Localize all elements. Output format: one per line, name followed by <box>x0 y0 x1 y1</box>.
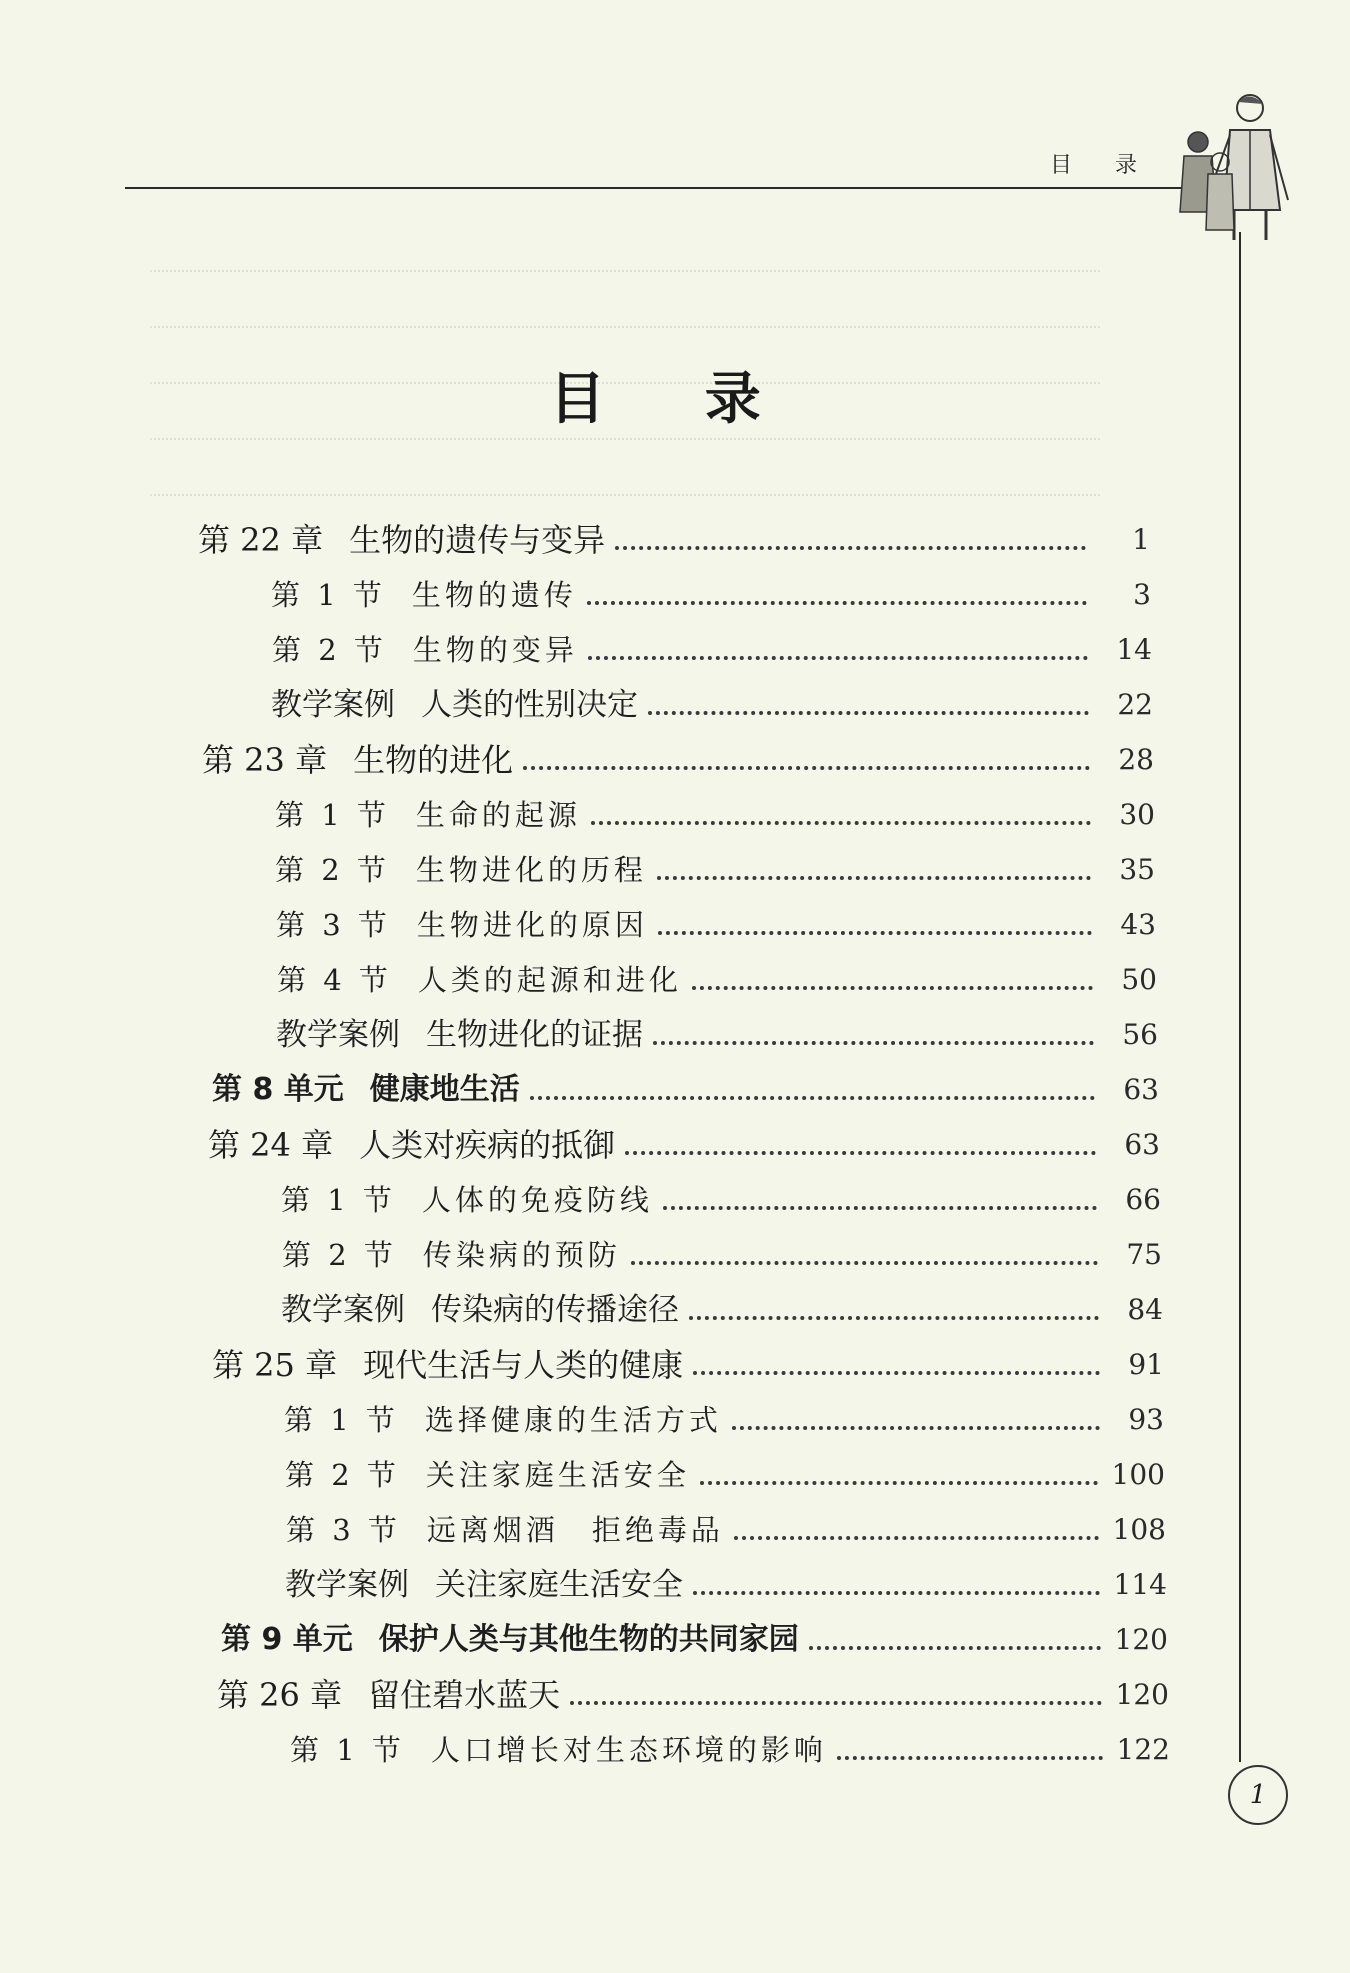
toc-entry <box>198 510 1150 560</box>
side-rule <box>1239 232 1241 1762</box>
toc-entry <box>202 730 1154 780</box>
toc-entry-page: 122 <box>1116 1733 1170 1766</box>
toc-entry-number: 第 2 节 <box>272 633 387 667</box>
toc-entry-title: 现代生活与人类的健康 <box>363 1346 684 1384</box>
dot-leader <box>732 1426 1100 1430</box>
toc-entry-page: 3 <box>1133 578 1151 611</box>
dot-leader <box>631 1261 1098 1265</box>
toc-entry <box>217 1665 1169 1715</box>
toc-entry-page: 100 <box>1111 1458 1165 1491</box>
toc-entry-number: 第 22 章 <box>198 521 324 559</box>
toc-entry <box>281 1170 1161 1220</box>
dot-leader <box>570 1701 1101 1705</box>
page-title: 目 录 <box>549 367 801 432</box>
toc-entry-label <box>271 575 577 615</box>
toc-entry-number: 第 2 节 <box>275 853 390 887</box>
toc-entry-number: 第 1 节 <box>281 1183 396 1217</box>
dot-leader <box>658 931 1092 935</box>
toc-entry-page: 114 <box>1113 1568 1167 1601</box>
dot-leader <box>591 821 1091 825</box>
toc-entry-number: 第 26 章 <box>217 1676 343 1714</box>
running-head: 目 录 <box>1050 153 1155 178</box>
toc-entry-number: 教学案例 <box>271 687 395 723</box>
toc-entry-title: 人类的性别决定 <box>421 687 638 723</box>
toc-entry-number: 第 25 章 <box>212 1346 338 1384</box>
toc-entry-page: 120 <box>1115 1678 1169 1711</box>
toc-entry-page: 22 <box>1117 688 1153 721</box>
toc-entry <box>285 1445 1165 1495</box>
toc-entry <box>286 1500 1166 1550</box>
dot-leader <box>523 766 1090 770</box>
toc-entry-number: 第 4 节 <box>277 963 392 997</box>
toc-entry-page: 63 <box>1124 1128 1160 1161</box>
toc-entry <box>276 895 1156 945</box>
toc-entry-label <box>202 740 513 780</box>
toc-entry-number: 第 23 章 <box>202 741 328 779</box>
toc-entry-number: 第 8 单元 <box>212 1072 344 1107</box>
dot-leader <box>648 711 1089 715</box>
toc-entry-page: 66 <box>1125 1183 1161 1216</box>
toc-entry-title: 生物的进化 <box>353 741 514 779</box>
toc-entry-number: 第 2 节 <box>285 1458 400 1492</box>
toc-entry-label <box>271 685 638 725</box>
toc-entry-number: 第 1 节 <box>271 578 386 612</box>
dot-leader <box>588 656 1088 660</box>
toc-entry-page: 75 <box>1126 1238 1162 1271</box>
toc-entry-label <box>276 905 648 945</box>
toc-entry-title: 健康地生活 <box>369 1072 520 1107</box>
dot-leader <box>692 986 1093 990</box>
toc-entry-label <box>212 1345 683 1385</box>
toc-entry-label <box>198 520 605 560</box>
toc-entry-number: 第 2 节 <box>282 1238 397 1272</box>
toc-entry-title: 生物进化的证据 <box>426 1017 643 1053</box>
toc-entry <box>281 1280 1163 1330</box>
bleed-through-text <box>150 218 1100 478</box>
toc-entry-page: 108 <box>1112 1513 1166 1546</box>
toc-entry <box>271 565 1151 615</box>
header-rule <box>125 187 1240 189</box>
dot-leader <box>530 1096 1095 1100</box>
toc-entry-label <box>285 1565 683 1605</box>
dot-leader <box>663 1206 1097 1210</box>
toc-entry-title: 人口增长对生态环境的影响 <box>430 1733 827 1767</box>
toc-entry-number: 第 1 节 <box>290 1733 405 1767</box>
toc-entry-label <box>281 1290 679 1330</box>
toc-entry-title: 人体的免疫防线 <box>421 1183 653 1217</box>
people-illustration-icon <box>1168 90 1308 240</box>
toc-entry-page: 120 <box>1114 1623 1168 1656</box>
toc-entry-label <box>282 1235 621 1275</box>
toc-entry <box>285 1555 1167 1605</box>
dot-leader <box>693 1591 1100 1595</box>
dot-leader <box>615 546 1086 550</box>
toc-entry-title: 传染病的传播途径 <box>431 1292 679 1328</box>
toc-entry-title: 关注家庭生活安全 <box>425 1458 690 1492</box>
toc-entry-title: 选择健康的生活方式 <box>424 1403 722 1437</box>
toc-entry-number: 第 1 节 <box>275 798 390 832</box>
toc-entry-label <box>281 1180 653 1220</box>
dot-leader <box>809 1646 1101 1650</box>
toc-entry <box>271 675 1153 725</box>
toc-entry-title: 人类对疾病的抵御 <box>359 1126 616 1164</box>
dot-leader <box>587 601 1087 605</box>
toc-entry-page: 1 <box>1132 523 1150 556</box>
toc-entry <box>272 620 1152 670</box>
toc-entry-label <box>272 630 578 670</box>
toc-entry-page: 43 <box>1120 908 1156 941</box>
toc-entry-page: 14 <box>1116 633 1152 666</box>
toc-entry <box>284 1390 1164 1440</box>
toc-entry-number: 教学案例 <box>281 1292 405 1328</box>
toc-entry-number: 第 24 章 <box>208 1126 334 1164</box>
toc-entry <box>221 1610 1168 1660</box>
toc-entry-label <box>221 1620 799 1660</box>
toc-entry <box>208 1115 1160 1165</box>
toc-entry-number: 教学案例 <box>276 1017 400 1053</box>
toc-entry-title: 生物进化的历程 <box>415 853 647 887</box>
toc-entry <box>275 785 1155 835</box>
toc-entry <box>275 840 1155 890</box>
dot-leader <box>734 1536 1099 1540</box>
toc-entry <box>282 1225 1162 1275</box>
dot-leader <box>653 1041 1094 1045</box>
toc-entry <box>290 1720 1170 1770</box>
toc-entry <box>212 1335 1164 1385</box>
toc-entry-page: 28 <box>1118 743 1154 776</box>
toc-entry-label <box>285 1455 690 1495</box>
toc-entry-label <box>290 1730 827 1770</box>
toc-entry-title: 保护人类与其他生物的共同家园 <box>378 1622 799 1657</box>
toc-entry-title: 生物的遗传与变异 <box>349 521 606 559</box>
toc-entry-label <box>275 850 647 890</box>
dot-leader <box>693 1371 1100 1375</box>
toc-entry-label <box>208 1125 615 1165</box>
toc-entry <box>277 950 1157 1000</box>
toc-entry-title: 关注家庭生活安全 <box>435 1567 683 1603</box>
dot-leader <box>625 1151 1096 1155</box>
toc-entry-title: 远离烟酒 拒绝毒品 <box>426 1513 724 1547</box>
toc-entry-page: 50 <box>1121 963 1157 996</box>
toc-entry-page: 35 <box>1119 853 1155 886</box>
toc-entry-label <box>275 795 581 835</box>
toc-entry-title: 留住碧水蓝天 <box>368 1676 561 1714</box>
toc-entry-label <box>217 1675 560 1715</box>
toc-entry-number: 第 9 单元 <box>221 1622 353 1657</box>
toc-entry-page: 63 <box>1123 1073 1159 1106</box>
dot-leader <box>700 1481 1098 1485</box>
dot-leader <box>837 1756 1103 1760</box>
toc-entry-page: 93 <box>1128 1403 1164 1436</box>
toc-entry-label <box>276 1015 643 1055</box>
toc-entry-title: 生物的变异 <box>412 633 578 667</box>
toc-entry-page: 91 <box>1128 1348 1164 1381</box>
toc-entry-page: 30 <box>1119 798 1155 831</box>
page-number-badge: 1 <box>1228 1765 1288 1825</box>
toc-entry-title: 传染病的预防 <box>422 1238 621 1272</box>
toc-entry-number: 第 3 节 <box>276 908 391 942</box>
toc-entry-page: 56 <box>1122 1018 1158 1051</box>
toc-entry-label <box>277 960 682 1000</box>
dot-leader <box>657 876 1091 880</box>
toc-entry-label <box>212 1070 520 1110</box>
toc-entry-title: 人类的起源和进化 <box>417 963 682 997</box>
toc-entry-page: 84 <box>1127 1293 1163 1326</box>
toc-entry-title: 生物进化的原因 <box>416 908 648 942</box>
toc-entry <box>276 1005 1158 1055</box>
toc-entry-title: 生命的起源 <box>415 798 581 832</box>
toc-entry-number: 第 3 节 <box>286 1513 401 1547</box>
toc-entry-title: 生物的遗传 <box>411 578 577 612</box>
toc-entry-number: 第 1 节 <box>284 1403 399 1437</box>
dot-leader <box>689 1316 1099 1320</box>
toc-entry-number: 教学案例 <box>285 1567 409 1603</box>
toc-entry <box>212 1060 1159 1110</box>
toc-entry-label <box>286 1510 724 1550</box>
toc-entry-label <box>284 1400 722 1440</box>
